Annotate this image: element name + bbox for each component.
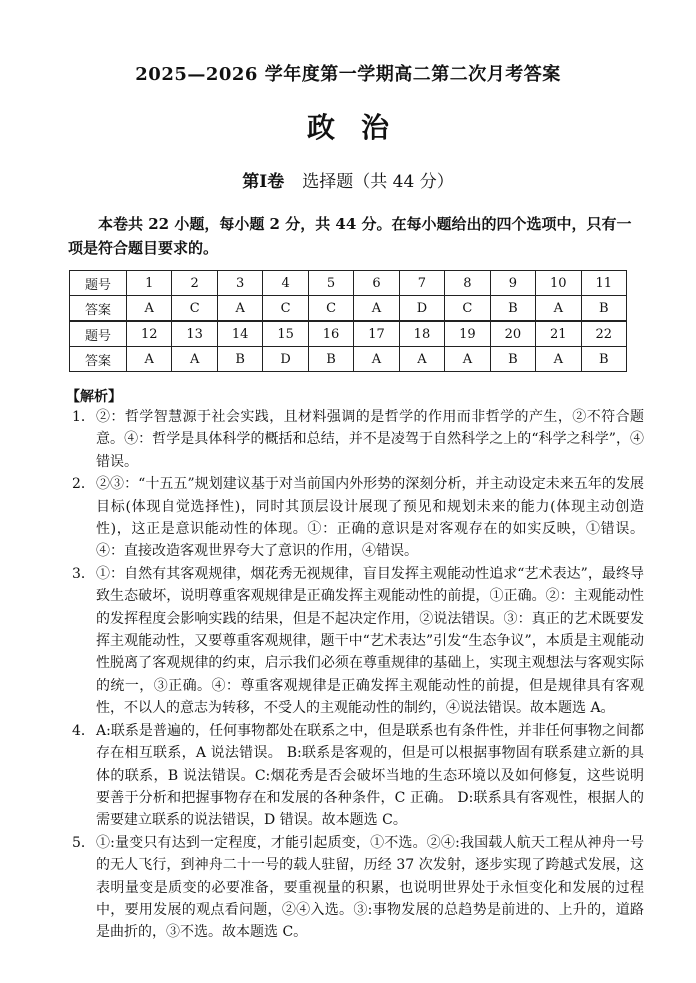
analysis-item-number: 3．: [72, 565, 95, 582]
analysis-list: [72, 406, 644, 944]
answer-cell: B: [581, 347, 626, 372]
question-number-cell: 18: [399, 321, 444, 347]
question-number-cell: 3: [217, 271, 262, 296]
answer-cell: A: [536, 296, 581, 322]
question-number-cell: 15: [263, 321, 308, 347]
answer-cell: A: [217, 296, 262, 322]
row-label: 题号: [70, 271, 127, 296]
analysis-item-number: 5．: [72, 834, 95, 851]
analysis-item-text: ①:量变只有达到一定程度，才能引起质变，①不选。②④:我国载人航天工程从神舟一号的无人飞行，到神舟二十一号的载人驻留，历经 37 次发射，逐步实现了跨越式发展，这表明量变是质变的必要准备，要重视量的积累，也说明世界处于永恒变化和发展的过程中，要用发展的观点看问题，②④入选。③:事物发展的总趋势是前进的、上升的，道路是曲折的，③不选。故本题选 C。: [96, 834, 644, 941]
answer-cell: B: [308, 347, 353, 372]
analysis-item-number: 2．: [72, 476, 95, 493]
row-label: 答案: [70, 296, 127, 322]
question-number-cell: 4: [263, 271, 308, 296]
answer-cell: B: [490, 347, 535, 372]
question-number-cell: 8: [445, 271, 490, 296]
row-label: 答案: [70, 347, 127, 372]
subject-title: 政治: [306, 111, 415, 144]
question-number-cell: 6: [354, 271, 399, 296]
analysis-item: [72, 720, 644, 832]
answer-cell: B: [581, 296, 626, 322]
analysis-item: [72, 406, 644, 473]
analysis-item: [72, 563, 644, 720]
question-number-cell: 14: [217, 321, 262, 347]
analysis-item: [72, 832, 644, 944]
answer-row-1: [70, 296, 627, 322]
row-label: 题号: [70, 321, 127, 347]
question-number-cell: 17: [354, 321, 399, 347]
answer-cell: C: [172, 296, 217, 322]
question-number-cell: 21: [536, 321, 581, 347]
question-number-cell: 5: [308, 271, 353, 296]
answer-table: [69, 270, 627, 372]
answer-cell: A: [354, 347, 399, 372]
analysis-item-text: ②③：“十五五”规划建议基于对当前国内外形势的深刻分析，并主动设定未来五年的发展目标(体现自觉选择性)，同时其顶层设计展现了预见和规划未来的能力(体现主动创造性)，这正是意识能动性的体现。①：正确的意识是对客观存在的如实反映，①错误。④：直接改造客观世界夸大了意识的作用，④错误。: [96, 476, 644, 560]
question-number-row-1: [70, 271, 627, 296]
question-number-cell: 19: [445, 321, 490, 347]
answer-cell: C: [308, 296, 353, 322]
question-number-cell: 16: [308, 321, 353, 347]
question-number-cell: 10: [536, 271, 581, 296]
answer-cell: A: [445, 347, 490, 372]
question-number-cell: 13: [172, 321, 217, 347]
question-number-cell: 1: [127, 271, 172, 296]
answer-cell: A: [354, 296, 399, 322]
section-instructions: 本卷共 22 小题，每小题 2 分，共 44 分。在每小题给出的四个选项中，只有一项是符合题目要求的。: [68, 215, 632, 257]
section-heading: [0, 167, 696, 192]
answer-cell: B: [490, 296, 535, 322]
section-label: 第Ⅰ卷: [242, 172, 285, 192]
analysis-item-number: 1．: [72, 409, 95, 425]
answer-row-2: [70, 347, 627, 372]
analysis-heading: 【解析】: [66, 389, 122, 405]
question-number-cell: 9: [490, 271, 535, 296]
question-number-cell: 7: [399, 271, 444, 296]
analysis-item: [72, 473, 644, 563]
answer-cell: C: [445, 296, 490, 322]
answer-cell: A: [127, 347, 172, 372]
analysis-item-number: 4．: [72, 722, 95, 739]
answer-cell: D: [399, 296, 444, 322]
answer-cell: B: [217, 347, 262, 372]
question-number-cell: 11: [581, 271, 626, 296]
question-number-cell: 2: [172, 271, 217, 296]
question-number-cell: 22: [581, 321, 626, 347]
question-number-cell: 12: [127, 321, 172, 347]
analysis-item-text: ①：自然有其客观规律，烟花秀无视规律，盲目发挥主观能动性追求“艺术表达”，最终导致生态破坏，说明尊重客观规律是正确发挥主观能动性的前提，①正确。②：主观能动性的发挥程度会影响实践的结果，但是不起决定作用，②说法错误。③：真正的艺术既要发挥主观能动性，又要尊重客观规律，题干中“艺术表达”引发“生态争议”，本质是主观能动性脱离了客观规律的约束，启示我们必须在尊重规律的基础上，实现主观想法与客观实际的统一，③正确。④：尊重客观规律是正确发挥主观能动性的前提，但是规律具有客观性，不以人的意志为转移，不受人的主观能动性的制约，④说法错误。故本题选 A。: [96, 565, 644, 717]
answer-cell: A: [399, 347, 444, 372]
answer-cell: A: [172, 347, 217, 372]
analysis-item-text: ②：哲学智慧源于社会实践，且材料强调的是哲学的作用而非哲学的产生，②不符合题意。④：哲学是具体科学的概括和总结，并不是凌驾于自然科学之上的“科学之科学”，④错误。: [96, 409, 644, 470]
analysis-item-text: A:联系是普遍的，任何事物都处在联系之中，但是联系也有条件性，并非任何事物之间都存在相互联系，A 说法错误。 B:联系是客观的，但是可以根据事物固有联系建立新的具体的联系，B 说法错误。C:烟花秀是否会破坏当地的生态环境以及如何修复，这些说明要善于分析和把握事物存在和发展的各种条件，C 正确。 D:联系具有客观性，根据人的需要建立联系的说法错误，D 错误。故本题选 C。: [96, 722, 644, 829]
answer-cell: C: [263, 296, 308, 322]
answer-cell: A: [536, 347, 581, 372]
document-title: 2025—2026 学年度第一学期高二第二次月考答案: [135, 64, 561, 85]
answer-cell: A: [127, 296, 172, 322]
answer-cell: D: [263, 347, 308, 372]
section-description: 选择题（共 44 分）: [302, 172, 454, 192]
question-number-row-2: [70, 321, 627, 347]
question-number-cell: 20: [490, 321, 535, 347]
